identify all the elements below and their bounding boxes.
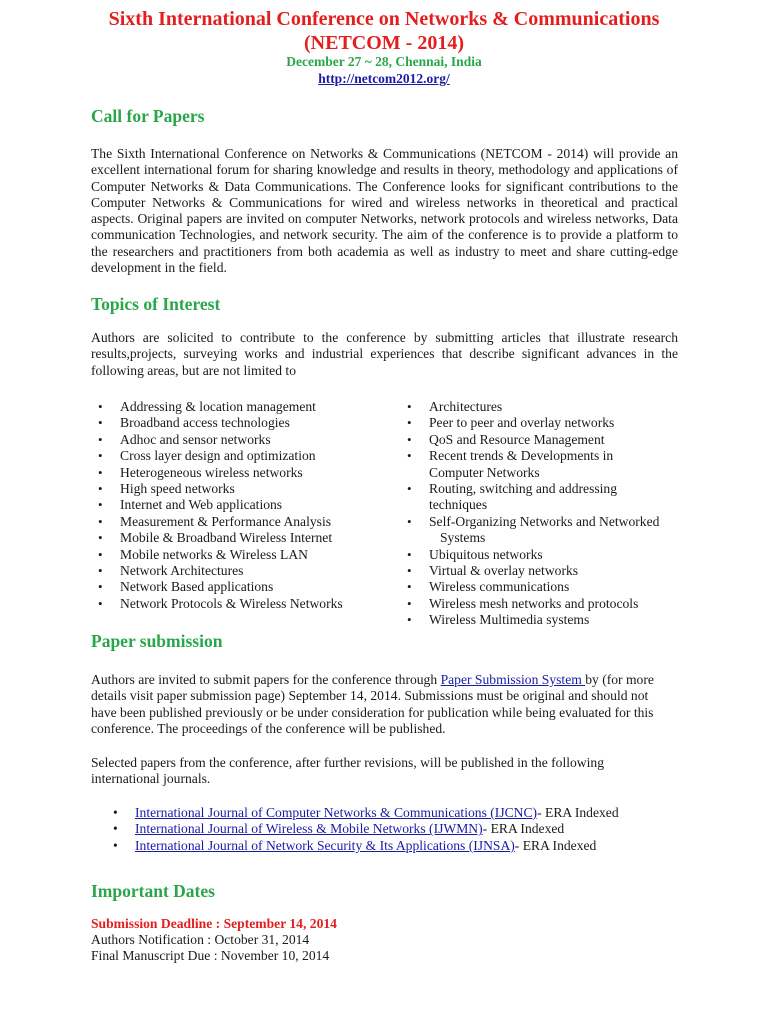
journal-index-label: - ERA Indexed — [482, 821, 565, 837]
topic-item: • Wireless Multimedia systems — [400, 612, 690, 628]
journal-item — [108, 838, 619, 854]
topics-list-right — [400, 399, 690, 629]
topics-heading: Topics of Interest — [91, 294, 221, 314]
topic-item: • Network Architectures — [91, 563, 391, 579]
topic-item: • Cross layer design and optimization — [91, 448, 391, 464]
topic-item: • Mobile networks & Wireless LAN — [91, 547, 391, 563]
topics-list-left — [91, 399, 391, 612]
call-for-papers-heading: Call for Papers — [91, 106, 205, 126]
topic-item: • Measurement & Performance Analysis — [91, 514, 391, 530]
topic-item: • Wireless communications — [400, 579, 690, 595]
call-for-papers-text: The Sixth International Conference on Networks & Communications (NETCOM - 2014) will provide an excellent international forum for sharing knowledge and results in theory, methodology and applications of Computer Networks & Data Communications. The Conference looks for significant contributions to the Computer Networks & Communications for wired and wireless networks in theoretical and practical aspects. Original papers are invited on computer Networks, network protocols and wireless networks, Data communication Technologies, and network security. The aim of the conference is to provide a platform to the researchers and practitioners from both academia as well as industry to meet and share cutting-edge development in the field. — [91, 146, 678, 276]
authors-notification-date: Authors Notification : October 31, 2014 — [91, 932, 310, 947]
topic-item: • Addressing & location management — [91, 399, 391, 415]
topic-item-continuation: techniques — [429, 497, 488, 513]
important-dates-heading: Important Dates — [91, 881, 215, 901]
topic-item: • Ubiquitous networks — [400, 547, 690, 563]
submission-text-before-link: Authors are invited to submit papers for the conference through — [91, 672, 441, 687]
topic-item: • QoS and Resource Management — [400, 432, 690, 448]
journal-index-label: - ERA Indexed — [537, 805, 619, 820]
topic-item: • Network Based applications — [91, 579, 391, 595]
topics-intro-text: Authors are solicited to contribute to the conference by submitting articles that illustrate research results,projects, surveying works and industrial experiences that describe significant advances in the following areas, but are not limited to — [91, 330, 678, 378]
paper-submission-heading: Paper submission — [91, 631, 223, 651]
conference-acronym: (NETCOM - 2014) — [304, 32, 464, 54]
topic-item: • Adhoc and sensor networks — [91, 432, 391, 448]
paper-submission-text — [91, 672, 671, 737]
conference-dates-location: December 27 ~ 28, Chennai, India — [286, 54, 482, 69]
submission-deadline: Submission Deadline : September 14, 2014 — [91, 916, 337, 931]
final-manuscript-date: Final Manuscript Due : November 10, 2014 — [91, 948, 330, 963]
topic-item: • Heterogeneous wireless networks — [91, 465, 391, 481]
topic-item: • Internet and Web applications — [91, 497, 391, 513]
paper-submission-system-link[interactable]: Paper Submission System — [440, 672, 586, 687]
topic-item: • Wireless mesh networks and protocols — [400, 596, 690, 612]
conference-title: Sixth International Conference on Networks & Communications — [108, 8, 660, 30]
topic-item-continuation: Systems — [440, 530, 486, 546]
topic-item: • Architectures — [400, 399, 690, 415]
journal-link-ijnsa[interactable]: International Journal of Network Security & Its Applications (IJNSA) — [135, 837, 515, 853]
topic-item: • Self-Organizing Networks and Networked — [400, 514, 690, 530]
topic-item: • Broadband access technologies — [91, 415, 391, 431]
topic-item: • Routing, switching and addressing — [400, 481, 690, 497]
selected-papers-text: Selected papers from the conference, after further revisions, will be published in the following international journals. — [91, 755, 604, 787]
topic-item: • Peer to peer and overlay networks — [400, 415, 690, 431]
journal-link-ijcnc[interactable]: International Journal of Computer Networks & Communications (IJCNC) — [135, 805, 538, 820]
topic-item: • Virtual & overlay networks — [400, 563, 690, 579]
journal-item — [108, 805, 619, 821]
topic-item: • Network Protocols & Wireless Networks — [91, 596, 391, 612]
journal-index-label: - ERA Indexed — [514, 837, 597, 853]
journal-link-ijwmn[interactable]: International Journal of Wireless & Mobile Networks (IJWMN) — [135, 821, 483, 837]
submission-text-after-link: by (for more details visit paper submission page) September 14, 2014. Submissions must be original and should not have been published previously or be under consideration for publication while being evaluated for this conference. The proceedings of the conference will be published. — [91, 672, 654, 736]
topic-item: • Mobile & Broadband Wireless Internet — [91, 530, 391, 546]
journals-list — [108, 805, 619, 854]
topic-item: • Recent trends & Developments in — [400, 448, 690, 464]
journal-item — [108, 821, 619, 837]
topic-item-continuation: Computer Networks — [429, 464, 540, 480]
conference-url-link[interactable]: http://netcom2012.org/ — [318, 71, 450, 86]
conference-url-line — [0, 71, 768, 87]
topic-item: • High speed networks — [91, 481, 391, 497]
